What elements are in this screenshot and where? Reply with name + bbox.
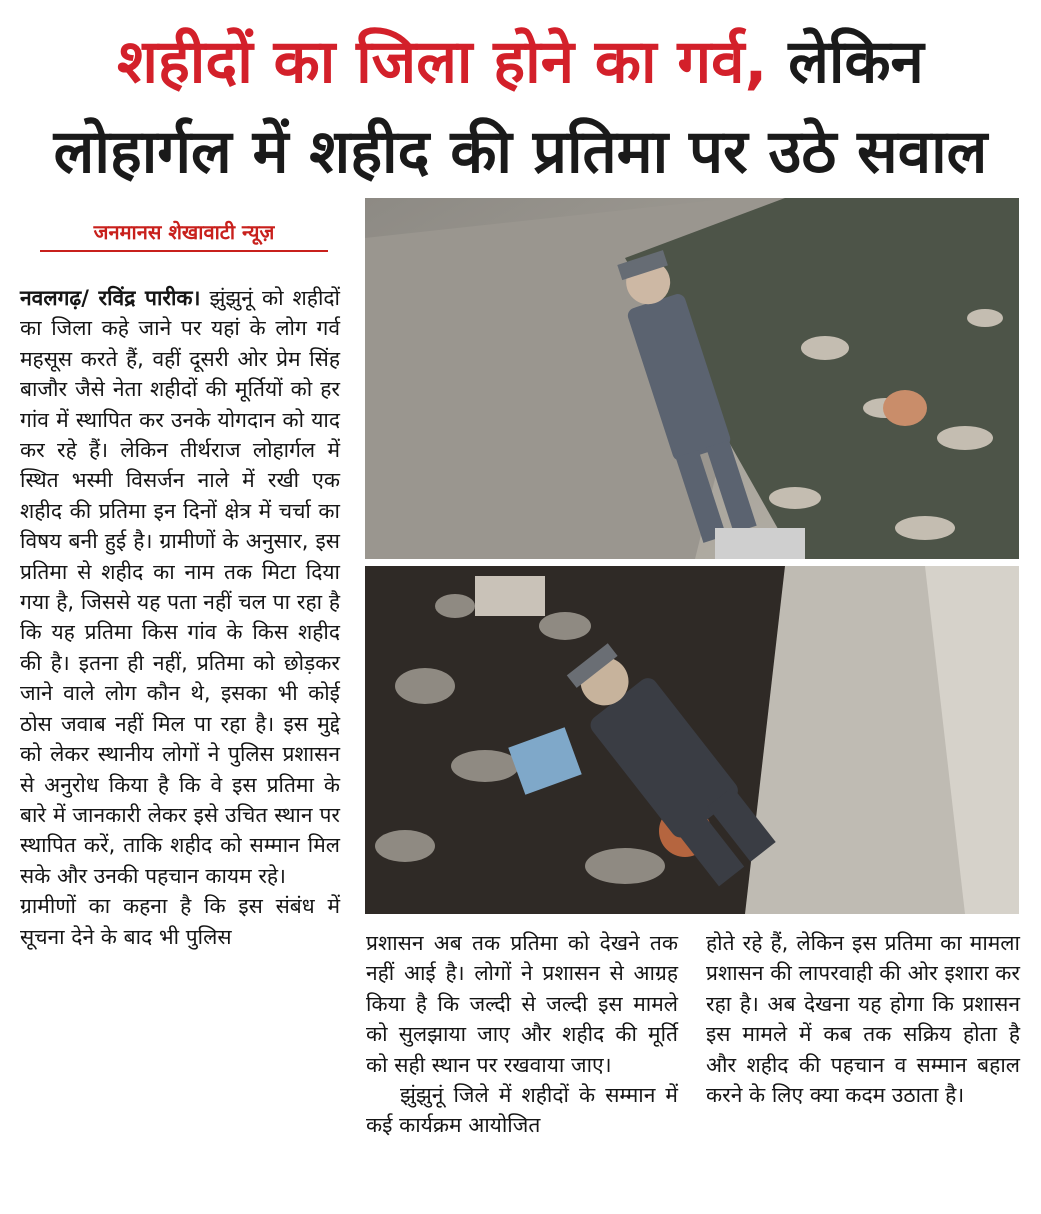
publication-byline bbox=[40, 218, 328, 246]
article-dateline: नवलगढ़/ रविंद्र पारीक। bbox=[20, 286, 201, 310]
article-paragraph-1 bbox=[20, 283, 340, 891]
headline-line-1 bbox=[0, 22, 1041, 102]
statue-photo-top bbox=[365, 198, 1019, 559]
article-column-3 bbox=[706, 928, 1020, 1110]
article-body-1: झुंझुनूं को शहीदों का जिला कहे जाने पर यहां के लोग गर्व महसूस करते हैं, वहीं दूसरी ओर प्रेम सिंह बाजौर जैसे नेता शहीदों की मूर्तियों को हर गांव में स्थापित कर उनके योगदान को याद कर रहे हैं। लेकिन तीर्थराज लोहार्गल में स्थित भस्मी विसर्जन नाले में रखी एक शहीद की प्रतिमा इन दिनों क्षेत्र में चर्चा का विषय बनी हुई है। ग्रामीणों के अनुसार, इस प्रतिमा से शहीद का नाम तक मिटा दिया गया है, जिससे यह पता नहीं चल पा रहा है कि यह प्रतिमा किस गांव के किस शहीद की है। इतना ही नहीं, प्रतिमा को छोड़कर जाने वाले लोग कौन थे, इसका भी कोई ठोस जवाब नहीं मिल पा रहा है। इस मुद्दे को लेकर स्थानीय लोगों ने पुलिस प्रशासन से अनुरोध किया है कि वे इस प्रतिमा के बारे में जानकारी लेकर इसे उचित स्थान पर स्थापित करें, ताकि शहीद को सम्मान मिल सके और उनकी पहचान कायम रहे। bbox=[20, 286, 340, 888]
article-column-1 bbox=[20, 283, 340, 952]
headline-dark-part: लेकिन bbox=[788, 27, 924, 97]
headline-line-2: लोहार्गल में शहीद की प्रतिमा पर उठे सवाल bbox=[53, 117, 988, 187]
article-column-2 bbox=[366, 928, 678, 1141]
article-paragraph-4: झुंझुनूं जिले में शहीदों के सम्मान में कई कार्यक्रम आयोजित bbox=[366, 1083, 678, 1138]
article-paragraph-2: ग्रामीणों का कहना है कि इस संबंध में सूचना देने के बाद भी पुलिस bbox=[20, 894, 340, 949]
byline-brand-text: जनमानस शेखावाटी न्यूज़ bbox=[93, 220, 275, 244]
statue-photo-bottom bbox=[365, 566, 1019, 914]
byline-underline bbox=[40, 250, 328, 252]
statue-photo-icon bbox=[365, 198, 1019, 559]
article-paragraph-3: प्रशासन अब तक प्रतिमा को देखने तक नहीं आई है। लोगों ने प्रशासन से आग्रह किया है कि जल्दी से जल्दी इस मामले को सुलझाया जाए और शहीद की मूर्ति को सही स्थान पर रखवाया जाए। bbox=[366, 931, 678, 1077]
headline-red-part: शहीदों का जिला होने का गर्व, bbox=[117, 27, 768, 97]
article-paragraph-5: होते रहे हैं, लेकिन इस प्रतिमा का मामला प्रशासन की लापरवाही की ओर इशारा कर रहा है। अब देखना यह होगा कि प्रशासन इस मामले में कब तक सक्रिय होता है और शहीद की पहचान व सम्मान बहाल करने के लिए क्या कदम उठाता है। bbox=[706, 931, 1020, 1108]
statue-photo-icon bbox=[365, 566, 1019, 914]
